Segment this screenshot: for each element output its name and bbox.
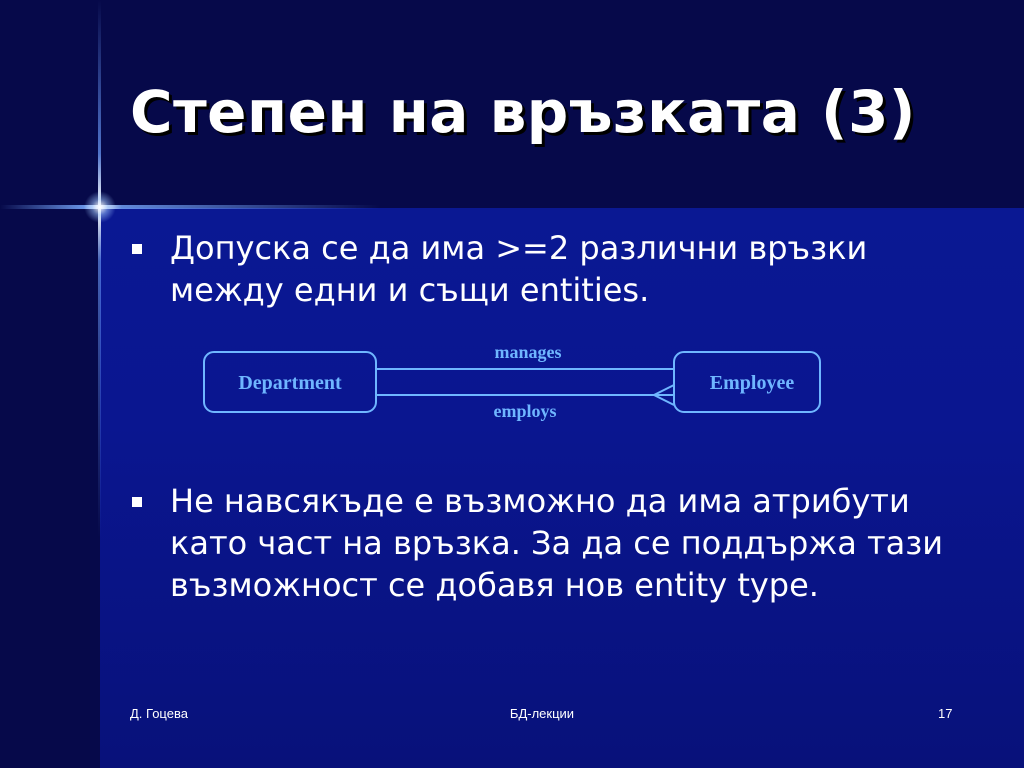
light-flare-horizontal	[0, 205, 380, 209]
square-bullet-icon	[132, 497, 142, 507]
square-bullet-icon	[132, 244, 142, 254]
light-flare-vertical	[98, 0, 101, 768]
light-flare-glow	[84, 191, 116, 223]
footer-page-number: 17	[938, 706, 953, 721]
bullet-text: Не навсякъде е възможно да има атрибути като част на връзка. За да се поддържа тази възможност се добавя нов entity type.	[170, 482, 944, 604]
entity-label-department: Department	[238, 372, 342, 394]
entity-label-employee: Employee	[709, 372, 795, 394]
left-band	[0, 0, 100, 768]
relationship-label-employs: employs	[493, 401, 557, 421]
footer-author: Д. Гоцева	[130, 706, 188, 721]
bullet-text: Допуска се да има >=2 различни връзки между едни и същи entities.	[170, 229, 868, 309]
slide-title: Степен на връзката (3)	[130, 78, 916, 146]
er-diagram	[200, 336, 824, 426]
relationship-label-manages: manages	[494, 342, 562, 362]
footer-course: БД-лекции	[509, 706, 575, 721]
